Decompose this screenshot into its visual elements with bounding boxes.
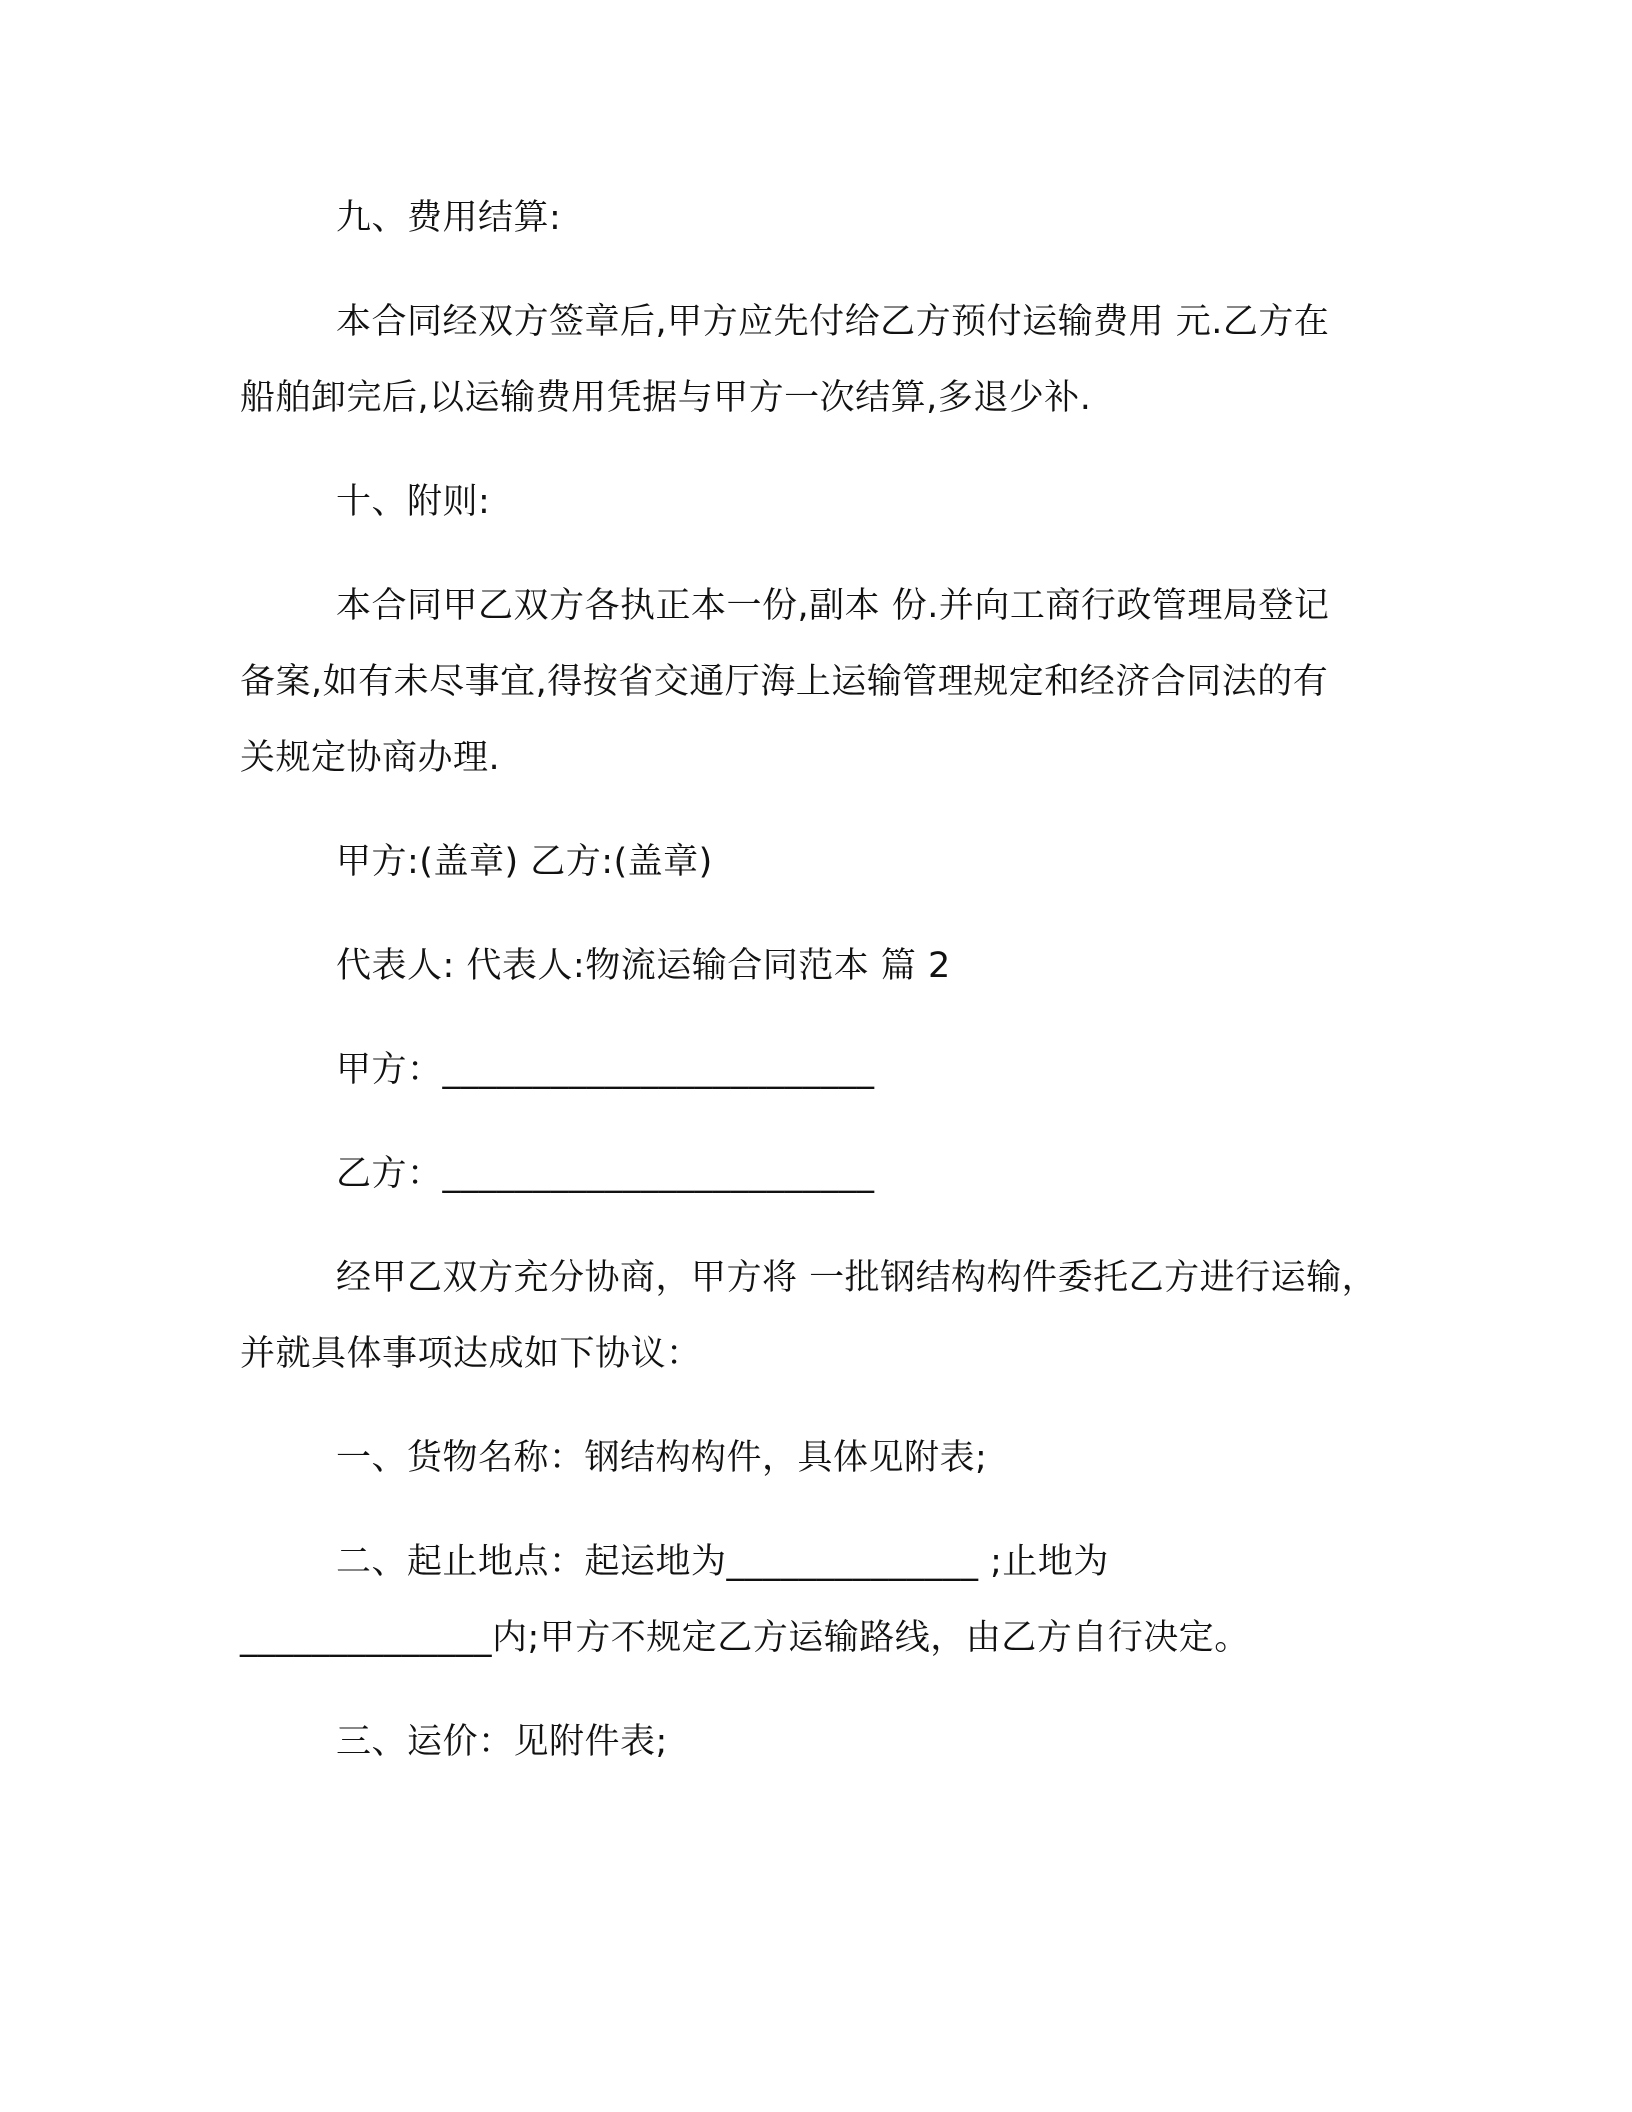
section-10-paragraph-line-1: 本合同甲乙双方各执正本一份,副本 份.并向工商行政管理局登记 [336,586,1330,626]
seal-line: 甲方:(盖章) 乙方:(盖章) [336,842,713,882]
representative-line: 代表人: 代表人:物流运输合同范本 篇 2 [336,946,951,986]
section-10-paragraph-line-2: 备案,如有未尽事宜,得按省交通厅海上运输管理规定和经济合同法的有 [240,662,1329,702]
item-3-freight: 三、运价：见附件表; [336,1722,668,1762]
section-9-paragraph-line-1: 本合同经双方签章后,甲方应先付给乙方预付运输费用 元.乙方在 [336,302,1330,342]
intro-paragraph-line-1: 经甲乙双方充分协商，甲方将 一批钢结构构件委托乙方进行运输， [336,1258,1378,1298]
intro-paragraph-line-2: 并就具体事项达成如下协议： [240,1334,702,1374]
section-10-paragraph-line-3: 关规定协商办理. [240,738,501,778]
section-9-heading: 九、费用结算: [336,198,562,238]
item-2-line-1: 二、起止地点：起运地为______________ ;止地为 [336,1542,1109,1582]
party-a-line: 甲方：________________________ [336,1050,875,1090]
section-10-heading: 十、附则: [336,482,491,522]
party-b-line: 乙方：________________________ [336,1154,875,1194]
item-2-line-2: ______________内;甲方不规定乙方运输路线，由乙方自行决定。 [240,1618,1250,1658]
section-9-paragraph-line-2: 船舶卸完后,以运输费用凭据与甲方一次结算,多退少补. [240,378,1092,418]
item-1-goods-name: 一、货物名称：钢结构构件，具体见附表; [336,1438,988,1478]
